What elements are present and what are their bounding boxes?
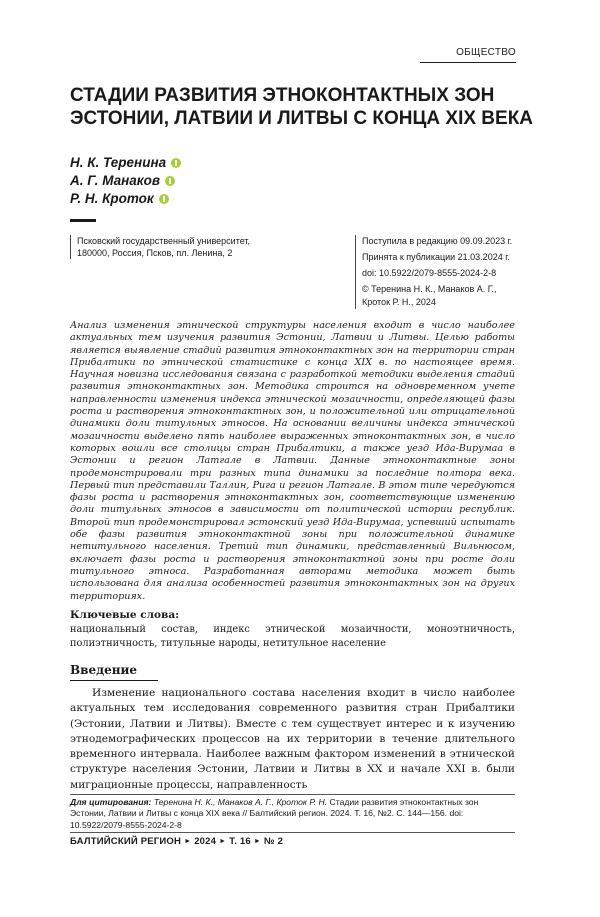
author-name: А. Г. Манаков: [70, 173, 161, 188]
article-title: СТАДИИ РАЗВИТИЯ ЭТНОКОНТАКТНЫХ ЗОН ЭСТОНИИ, ЛАТВИИ И ЛИТВЫ С КОНЦА XIX ВЕКА: [70, 85, 534, 129]
citation-doi[interactable]: doi: 10.5922/2079-8555-2024-2-8: [70, 808, 464, 830]
author-item: [70, 154, 181, 172]
journal-name: БАЛТИЙСКИЙ РЕГИОН: [70, 836, 182, 847]
copyright-line: © Теренина Н. К., Манаков А. Г.,: [362, 284, 497, 294]
author-divider: [70, 219, 96, 222]
received-date: Поступила в редакцию 09.09.2023 г.: [362, 236, 513, 246]
citation: [70, 797, 515, 831]
citation-text: Стадии развития этноконтактных зон Эстонии, Латвии и Литвы с конца XIX века // Балтийский регион. 2024. Т. 16, №2. С. 144—156.: [70, 797, 479, 819]
journal-footer: [70, 836, 283, 847]
section-divider: [420, 62, 516, 63]
citation-label: Для цитирования:: [70, 797, 152, 807]
author-name: Н. К. Теренина: [70, 155, 167, 170]
orcid-icon[interactable]: [171, 158, 181, 168]
author-list: [70, 154, 181, 208]
citation-authors: Теренина Н. К., Манаков А. Г., Кроток Р. Н.: [153, 797, 328, 807]
orcid-icon[interactable]: [165, 176, 175, 186]
keywords-heading: Ключевые слова:: [70, 609, 180, 621]
accepted-date: Принята к публикации 21.03.2024 г.: [362, 252, 510, 262]
keywords-text: национальный состав, индекс этнической мозаичности, моноэтничность, полиэтничность, титульные народы, нетитульное население: [70, 624, 515, 649]
citation-divider: [70, 794, 515, 795]
journal-volume: Т. 16: [229, 836, 251, 847]
author-item: [70, 172, 181, 190]
copyright-line: Кроток Р. Н., 2024: [362, 297, 436, 307]
intro-heading: Введение: [70, 663, 138, 677]
section-label: ОБЩЕСТВО: [456, 47, 516, 58]
intro-paragraph: Изменение национального состава населения входит в число наиболее актуальных тем исследования современного развития стран Прибалтики (Эстонии, Латвии и Литвы). Вместе с тем существует интерес и к изучению этнодемографических процессов на их территории в течение длительного временного интервала. Наиболее важным фактором изменений в этнической структуре населения Эстонии, Латвии и Литвы в XX и начале XXI в. были миграционные процессы, направленность: [70, 687, 515, 791]
arrow-icon: ►: [184, 838, 192, 845]
doi-link[interactable]: doi: 10.5922/2079-8555-2024-2-8: [362, 268, 497, 278]
journal-year: 2024: [194, 836, 217, 847]
affiliation-line: 180000, Россия, Псков, пл. Ленина, 2: [77, 248, 233, 258]
intro-divider: [70, 680, 158, 681]
footer-divider: [70, 832, 515, 833]
author-name: Р. Н. Кроток: [70, 191, 154, 206]
affiliation-line: Псковский государственный университет,: [77, 236, 251, 246]
affiliation: [70, 235, 347, 259]
orcid-icon[interactable]: [159, 194, 169, 204]
abstract: Анализ изменения этнической структуры населения входит в число наиболее актуальных тем изучения развития Эстонии, Латвии и Литвы. Целью работы является выявление стадий развития этноконтактных зон на территории стран Прибалтики по этнической статистике с конца XIX в. по настоящее время. Научная новизна исследования связана с разработкой методики выделения стадий развития этноконтактных зон. Методика строится на одновременном учете направленности изменения индекса этнической мозаичности, определяющей фазы роста и растворения этноконтактных зон, и положительной или отрицательной динамики доли титульных этносов. На основании величины индекса этнической мозаичности выделено пять наиболее выраженных этноконтактных зон, в число которых вошли все столицы стран Прибалтики, а также уезд Ида-Вирумаа в Эстонии и регион Латгале в Латвии. Данные этноконтактные зоны продемонстрировали три разных типа динамики за последние полтора века. Первый тип представили Таллин, Рига и регион Латгале. В этом типе чередуются фазы роста и растворения этноконтактных зон, соответствующие изменению доли титульных этносов в зависимости от политической истории республик. Второй тип продемонстрировал эстонский уезд Ида-Вирумаа, успевший испытать обе фазы развития этноконтактной зоны при положительной динамике нетитульного населения. Третий тип динамики, представленный Вильнюсом, включает фазы роста и растворения этноконтактной зоны при росте доли титульного этноса. Разработанная авторами методика может быть использована для анализа особенностей развития этноконтактных зон на других территориях.: [70, 320, 515, 602]
journal-issue: № 2: [264, 836, 284, 847]
author-item: [70, 190, 181, 208]
arrow-icon: ►: [219, 838, 227, 845]
article-meta: [355, 235, 537, 309]
arrow-icon: ►: [253, 838, 261, 845]
